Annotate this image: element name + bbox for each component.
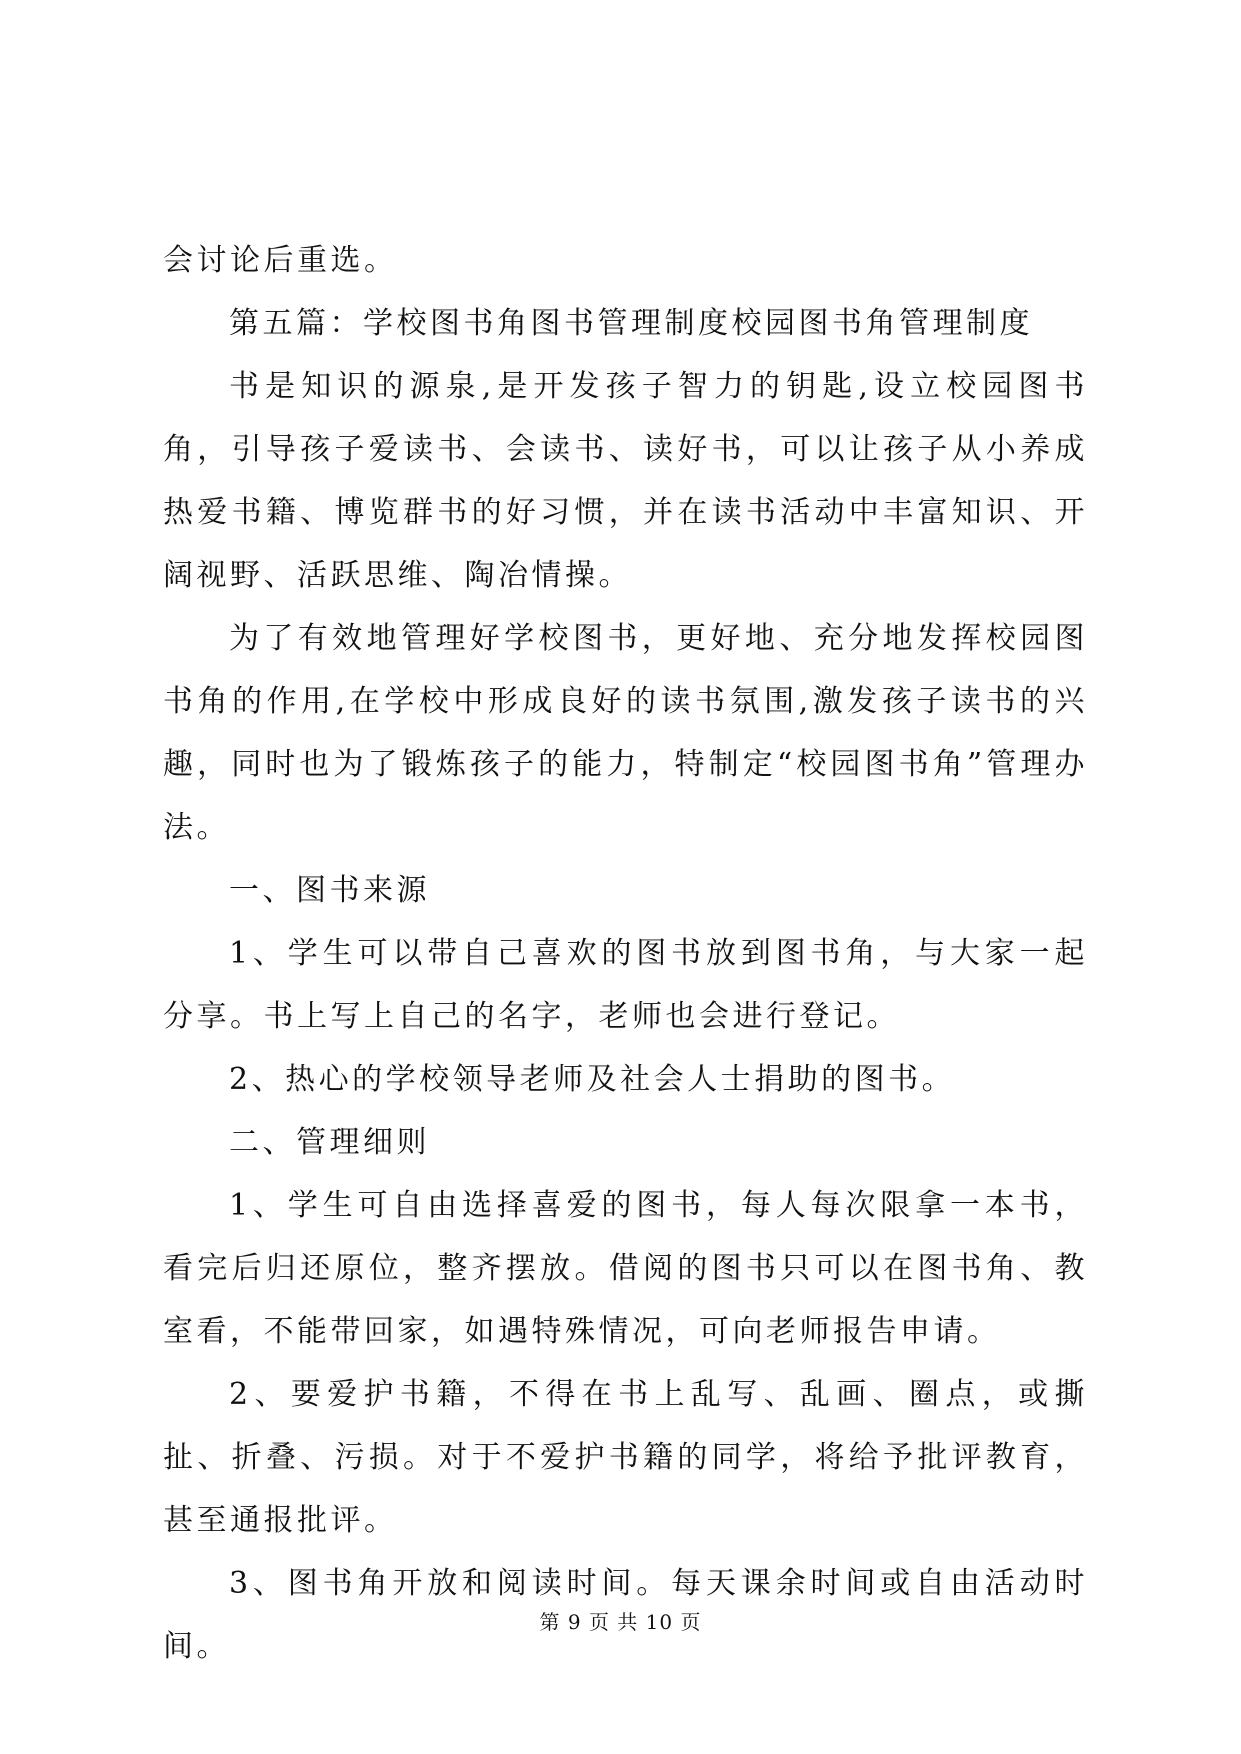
page-footer: 第 9 页 共 10 页 [539, 1610, 702, 1634]
list-item: 1、学生可自由选择喜爱的图书，每人每次限拿一本书，看完后归还原位，整齐摆放。借阅的图书只可以在图书角、教室看，不能带回家，如遇特殊情况，可向老师报告申请。 [163, 1188, 1088, 1349]
heading-management-rules: 二、管理细则 [229, 1125, 430, 1160]
list-item: 3、图书角开放和阅读时间。每天课余时间或自由活动时间。 [163, 1566, 1088, 1664]
heading-book-sources: 一、图书来源 [229, 873, 430, 908]
paragraph: 书是知识的源泉,是开发孩子智力的钥匙,设立校园图书角，引导孩子爱读书、会读书、读好书，可以让孩子从小养成热爱书籍、博览群书的好习惯，并在读书活动中丰富知识、开阔视野、活跃思维、陶冶情操。 [163, 369, 1088, 593]
document-body [163, 229, 1088, 1678]
list-item: 2、要爱护书籍，不得在书上乱写、乱画、圈点，或撕扯、折叠、污损。对于不爱护书籍的同学，将给予批评教育，甚至通报批评。 [163, 1377, 1088, 1538]
paragraph: 会讨论后重选。 [163, 243, 398, 278]
paragraph: 为了有效地管理好学校图书，更好地、充分地发挥校园图书角的作用,在学校中形成良好的读书氛围,激发孩子读书的兴趣，同时也为了锻炼孩子的能力，特制定“校园图书角”管理办法。 [163, 621, 1088, 845]
list-item: 2、热心的学校领导老师及社会人士捐助的图书。 [229, 1062, 956, 1097]
list-item: 1、学生可以带自己喜欢的图书放到图书角，与大家一起分享。书上写上自己的名字，老师也会进行登记。 [163, 936, 1088, 1034]
section-title: 第五篇：学校图书角图书管理制度校园图书角管理制度 [229, 306, 1033, 341]
